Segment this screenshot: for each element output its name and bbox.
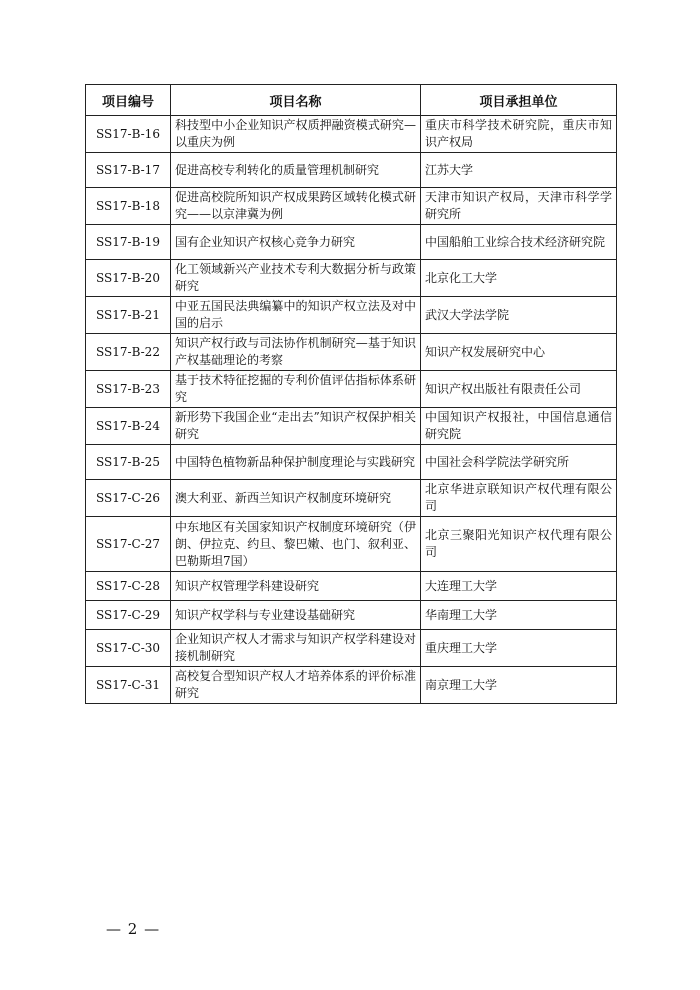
project-unit: 华南理工大学 <box>421 601 617 630</box>
project-unit: 大连理工大学 <box>421 572 617 601</box>
project-name: 知识产权学科与专业建设基础研究 <box>171 601 421 630</box>
project-code: SS17-B-25 <box>86 445 171 480</box>
project-name: 澳大利亚、新西兰知识产权制度环境研究 <box>171 480 421 517</box>
project-unit: 重庆理工大学 <box>421 630 617 667</box>
project-unit: 中国知识产权报社，中国信息通信研究院 <box>421 408 617 445</box>
project-unit: 天津市知识产权局，天津市科学学研究所 <box>421 188 617 225</box>
table-row <box>86 445 617 480</box>
project-code: SS17-B-20 <box>86 260 171 297</box>
project-unit: 武汉大学法学院 <box>421 297 617 334</box>
project-unit: 重庆市科学技术研究院，重庆市知识产权局 <box>421 116 617 153</box>
table-row <box>86 408 617 445</box>
table-row <box>86 517 617 572</box>
header-project-unit: 项目承担单位 <box>421 85 617 116</box>
project-code: SS17-B-17 <box>86 153 171 188</box>
table-row <box>86 630 617 667</box>
project-unit: 中国船舶工业综合技术经济研究院 <box>421 225 617 260</box>
table-row <box>86 572 617 601</box>
header-project-code: 项目编号 <box>86 85 171 116</box>
project-code: SS17-B-22 <box>86 334 171 371</box>
header-project-name: 项目名称 <box>171 85 421 116</box>
project-code: SS17-C-31 <box>86 667 171 704</box>
table-row <box>86 371 617 408</box>
project-unit: 中国社会科学院法学研究所 <box>421 445 617 480</box>
project-code: SS17-C-30 <box>86 630 171 667</box>
project-code: SS17-C-26 <box>86 480 171 517</box>
table-row <box>86 601 617 630</box>
page-number: — 2 — <box>106 920 161 938</box>
project-name: 促进高校专利转化的质量管理机制研究 <box>171 153 421 188</box>
project-unit: 江苏大学 <box>421 153 617 188</box>
project-name: 企业知识产权人才需求与知识产权学科建设对接机制研究 <box>171 630 421 667</box>
project-code: SS17-C-27 <box>86 517 171 572</box>
project-unit: 北京华进京联知识产权代理有限公司 <box>421 480 617 517</box>
table-row <box>86 334 617 371</box>
project-name: 高校复合型知识产权人才培养体系的评价标准研究 <box>171 667 421 704</box>
table-header-row <box>86 85 617 116</box>
table-row <box>86 480 617 517</box>
table-row <box>86 116 617 153</box>
project-unit: 北京化工大学 <box>421 260 617 297</box>
project-code: SS17-C-28 <box>86 572 171 601</box>
project-name: 国有企业知识产权核心竞争力研究 <box>171 225 421 260</box>
project-name: 知识产权管理学科建设研究 <box>171 572 421 601</box>
project-unit: 知识产权出版社有限责任公司 <box>421 371 617 408</box>
project-unit: 北京三聚阳光知识产权代理有限公司 <box>421 517 617 572</box>
project-name: 中亚五国民法典编纂中的知识产权立法及对中国的启示 <box>171 297 421 334</box>
project-code: SS17-B-16 <box>86 116 171 153</box>
project-name: 中东地区有关国家知识产权制度环境研究（伊朗、伊拉克、约旦、黎巴嫩、也门、叙利亚、巴勒斯坦7国） <box>171 517 421 572</box>
project-unit: 知识产权发展研究中心 <box>421 334 617 371</box>
project-code: SS17-B-19 <box>86 225 171 260</box>
project-code: SS17-B-24 <box>86 408 171 445</box>
table-row <box>86 297 617 334</box>
table-row <box>86 188 617 225</box>
project-code: SS17-B-21 <box>86 297 171 334</box>
project-code: SS17-B-23 <box>86 371 171 408</box>
project-name: 基于技术特征挖掘的专利价值评估指标体系研究 <box>171 371 421 408</box>
project-table <box>85 84 617 704</box>
project-name: 知识产权行政与司法协作机制研究—基于知识产权基础理论的考察 <box>171 334 421 371</box>
project-code: SS17-B-18 <box>86 188 171 225</box>
table-row <box>86 225 617 260</box>
table-row <box>86 260 617 297</box>
table-row <box>86 153 617 188</box>
project-name: 促进高校院所知识产权成果跨区域转化模式研究——以京津冀为例 <box>171 188 421 225</box>
project-name: 新形势下我国企业“走出去”知识产权保护相关研究 <box>171 408 421 445</box>
project-name: 科技型中小企业知识产权质押融资模式研究—以重庆为例 <box>171 116 421 153</box>
project-name: 中国特色植物新品种保护制度理论与实践研究 <box>171 445 421 480</box>
table-row <box>86 667 617 704</box>
project-code: SS17-C-29 <box>86 601 171 630</box>
project-name: 化工领域新兴产业技术专利大数据分析与政策研究 <box>171 260 421 297</box>
project-unit: 南京理工大学 <box>421 667 617 704</box>
